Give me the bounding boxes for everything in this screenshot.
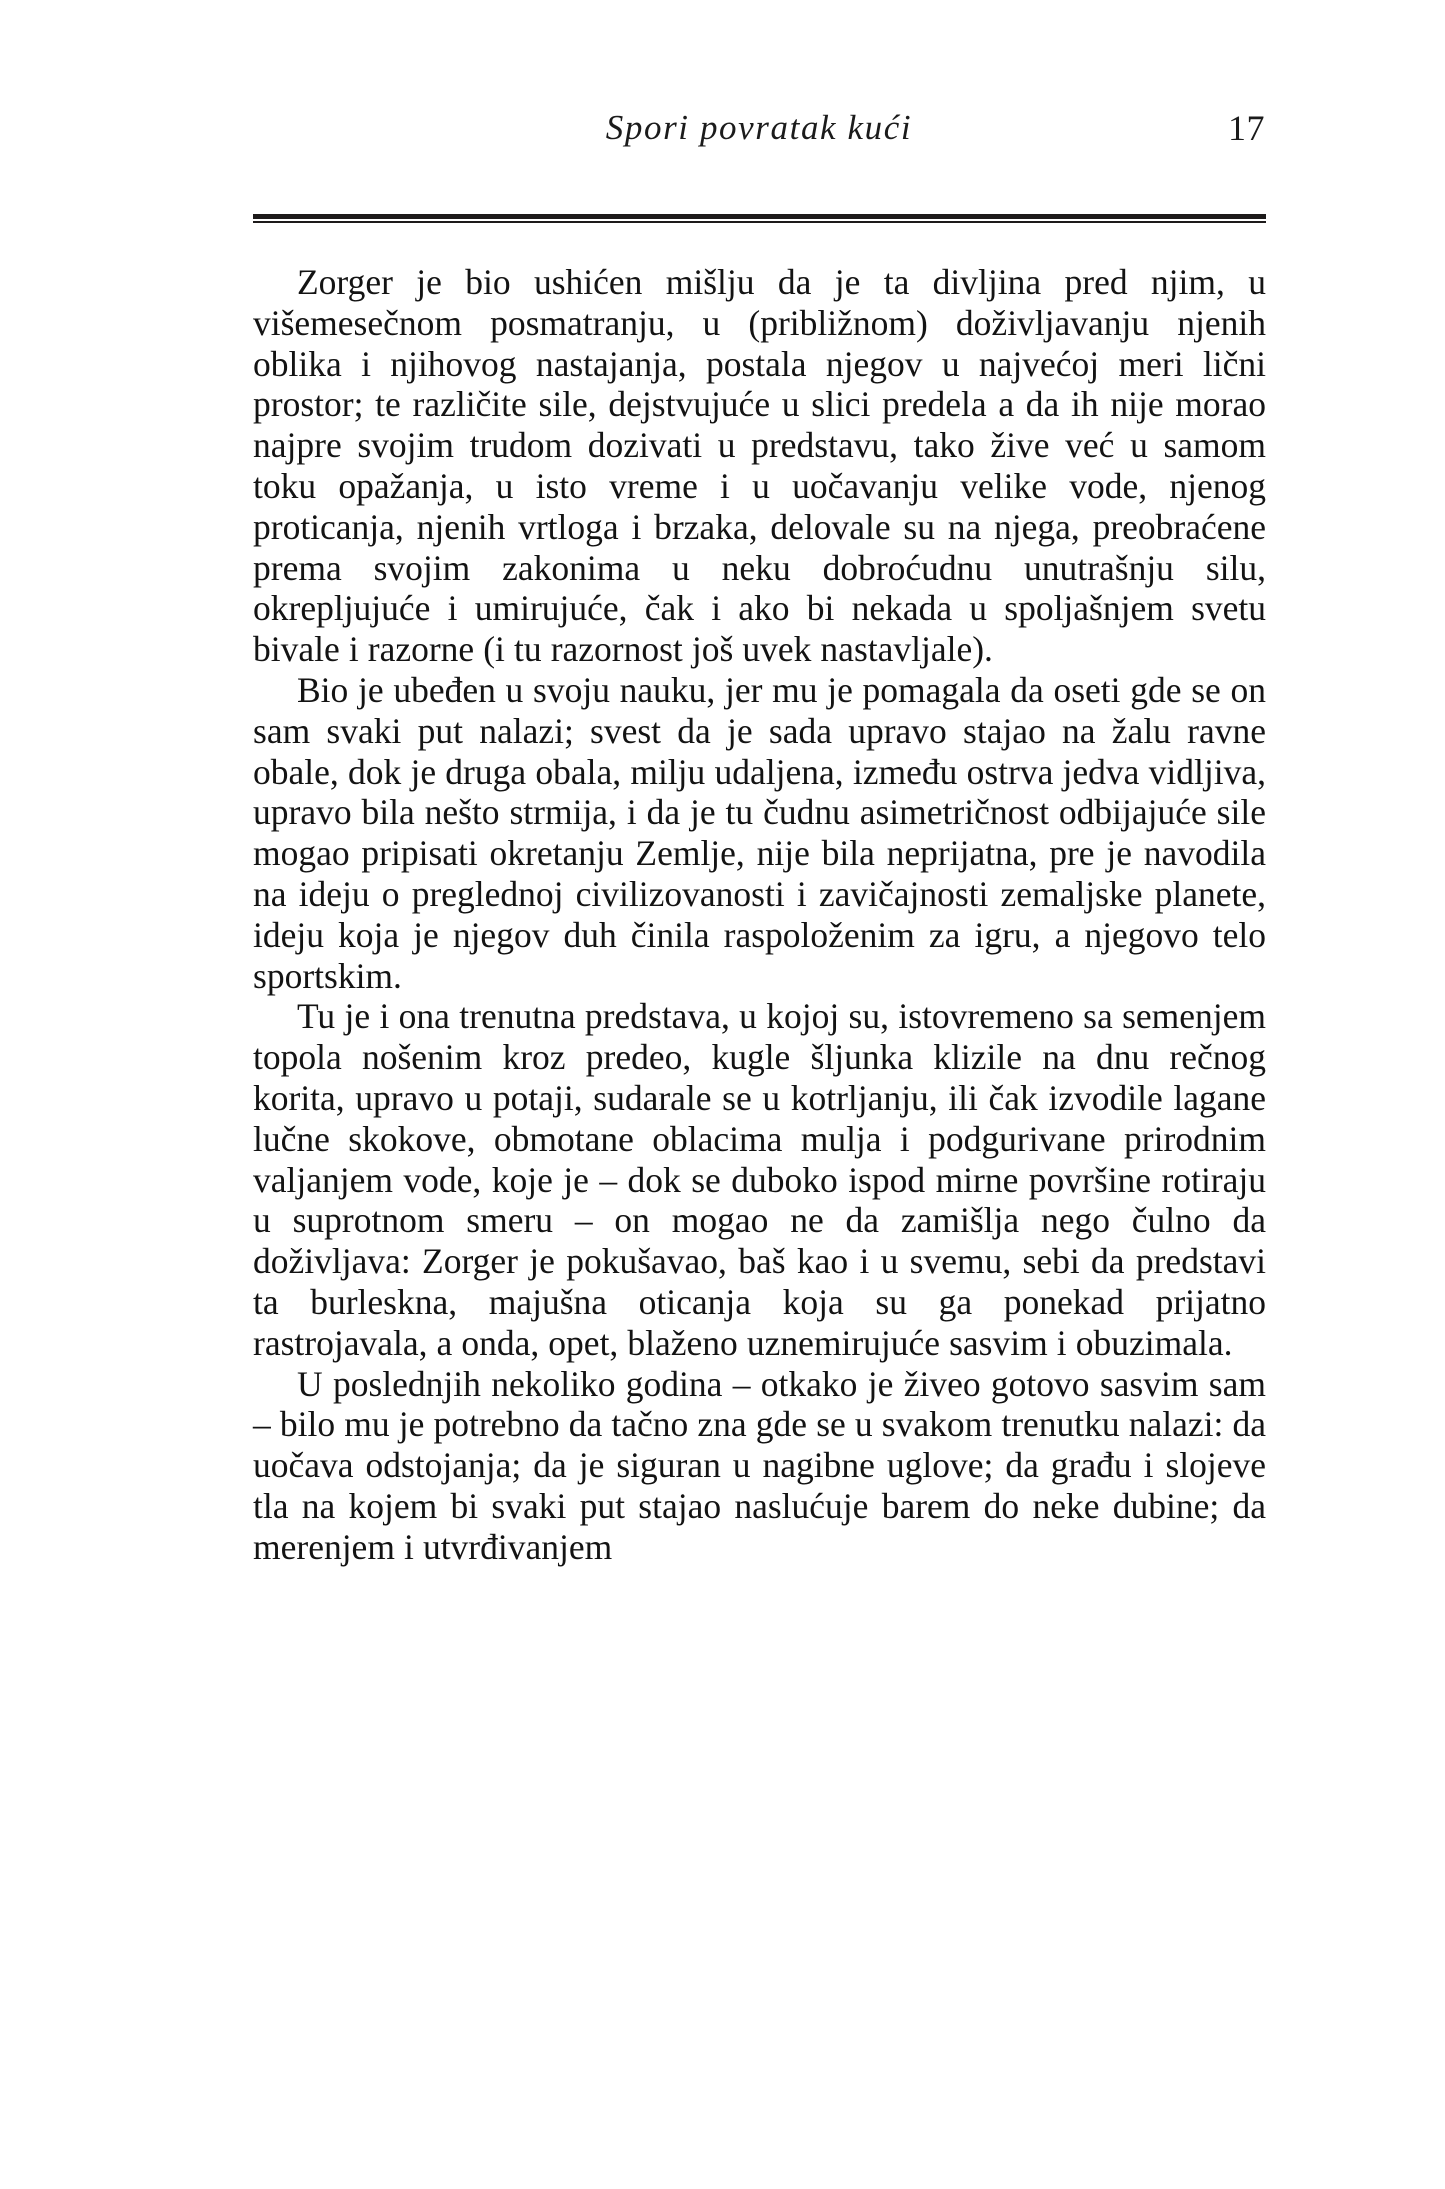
paragraph: U poslednjih nekoliko godina – otkako je živeo gotovo sasvim sam – bilo mu je potrebno da tačno zna gde se u svakom trenutku nalazi: da uočava odstojanja; da je siguran u nagibne uglove; da građu i slojeve tla na kojem bi svaki put stajao naslućuje barem do neke dubine; da merenjem i utvrđivanjem <box>253 1363 1266 1567</box>
running-head <box>253 104 1265 160</box>
paragraph: Bio je ubeđen u svoju nauku, jer mu je pomagala da oseti gde se on sam svaki put nalazi; svest da je sada upravo stajao na žalu ravne obale, dok je druga obala, milju udaljena, između ostrva jedva vidljiva, upravo bila nešto strmija, i da je tu čudnu asimetričnost odbijajuće sile mogao pripisati okretanju Zemlje, nije bila neprijatna, pre je navodila na ideju o preglednoj civilizovanosti i zavičajnosti zemaljske planete, ideju koja je njegov duh činila raspoloženim za igru, a njegovo telo sportskim. <box>253 669 1266 996</box>
body-text-block <box>253 262 1266 1568</box>
paragraph: Tu je i ona trenutna predstava, u kojoj su, istovremeno sa semenjem topola nošenim kroz predeo, kugle šljunka klizile na dnu rečnog korita, upravo u potaji, sudarale se u kotrljanju, ili čak izvodile lagane lučne skokove, obmotane oblacima mulja i podgurivane prirodnim valjanjem vode, koje je – dok se duboko ispod mirne površine rotiraju u suprotnom smeru – on mogao ne da zamišlja nego čulno da doživljava: Zorger je pokušavao, baš kao i u svemu, sebi da predstavi ta burleskna, majušna oticanja koja su ga ponekad prijatno rastrojavala, a onda, opet, blaženo uznemirujuće sasvim i obuzimala. <box>253 996 1266 1363</box>
running-head-title: Spori povratak kući <box>605 108 913 147</box>
header-double-rule <box>253 214 1266 223</box>
paragraph: Zorger je bio ushićen mišlju da je ta divljina pred njim, u višemesečnom posmatranju, u (približnom) doživljavanju njenih oblika i njihovog nastajanja, postala njegov u najvećoj meri lični prostor; te različite sile, dejstvujuće u slici predela a da ih nije morao najpre svojim trudom dozivati u predstavu, tako žive već u samom toku opažanja, u isto vreme i u uočavanju velike vode, njenog proticanja, njenih vrtloga i brzaka, delovale su na njega, preobraćene prema svojim zakonima u neku dobroćudnu unutrašnju silu, okrepljujuće i umirujuće, čak i ako bi nekada u spoljašnjem svetu bivale i razorne (i tu razornost još uvek nastavljale). <box>253 262 1266 670</box>
header-rule-thick <box>253 214 1266 219</box>
page-number: 17 <box>1228 108 1265 148</box>
header-rule-thin <box>253 221 1266 223</box>
